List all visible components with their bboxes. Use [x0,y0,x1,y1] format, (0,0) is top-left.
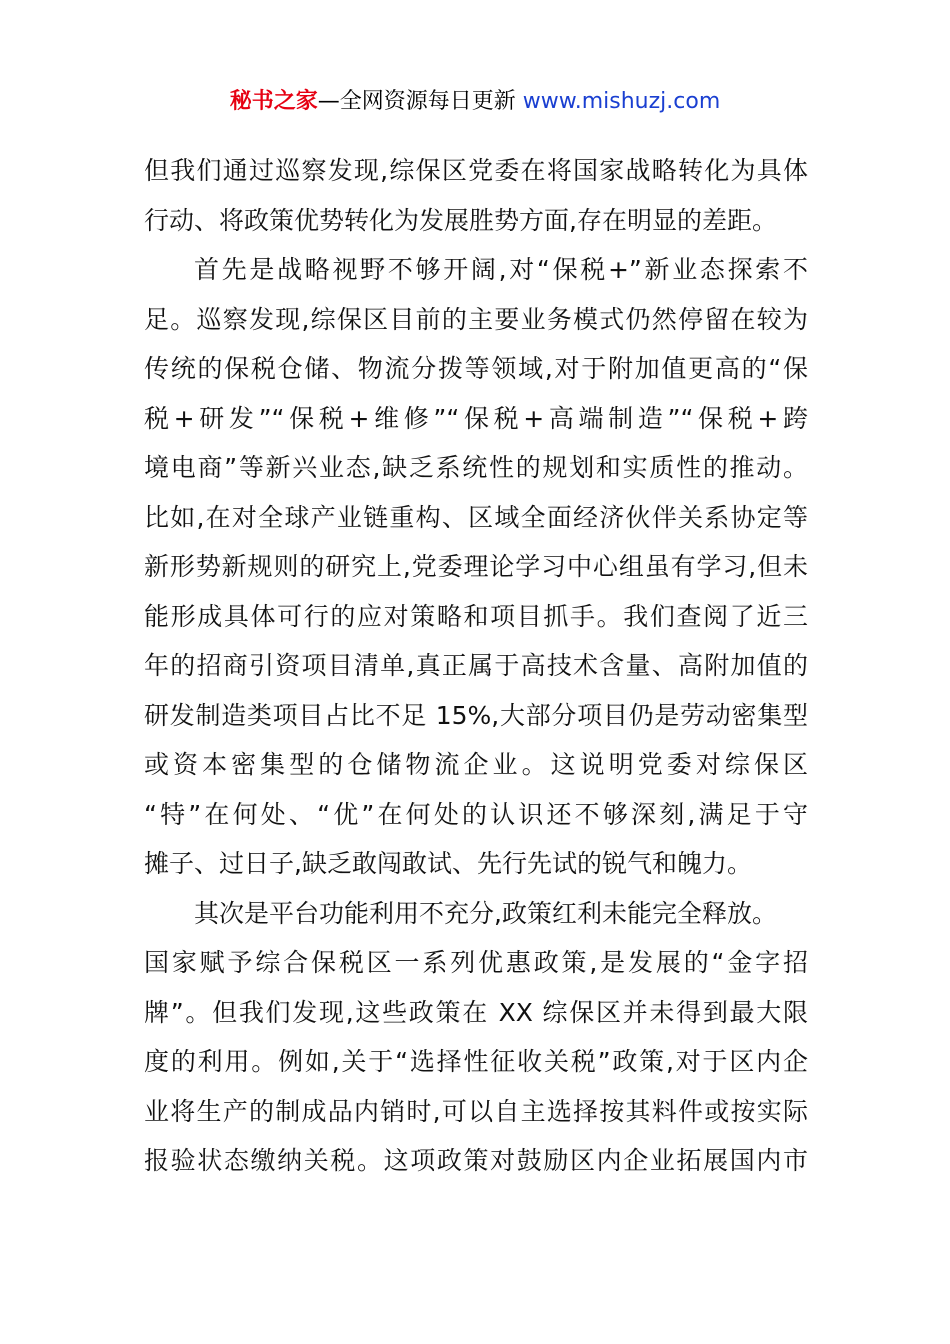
text-line: 或资本密集型的仓储物流企业。这说明党委对综保区 [144,750,808,779]
text-line: “特”在何处、“优”在何处的认识还不够深刻,满足于守 [144,799,808,829]
text-line: 传统的保税仓储、物流分拨等领域,对于附加值更高的“保 [144,354,808,383]
text-line: 国家赋予综合保税区一系列优惠政策,是发展的“金字招 [144,948,808,977]
text-line: 报验状态缴纳关税。这项政策对鼓励区内企业拓展国内市 [144,1146,808,1175]
text-line: 税+研发”“保税+维修”“保税+高端制造”“保税+跨 [144,403,808,433]
text-line: 比如,在对全球产业链重构、区域全面经济伙伴关系协定等 [144,502,808,532]
text-line: 摊子、过日子,缺乏敢闯敢试、先行先试的锐气和魄力。 [144,849,752,878]
text-line: 能形成具体可行的应对策略和项目抓手。我们查阅了近三 [144,601,808,631]
text-line: 境电商”等新兴业态,缺乏系统性的规划和实质性的推动。 [144,453,808,482]
text-line: 但我们通过巡察发现,综保区党委在将国家战略转化为具体 [144,156,808,185]
header-brand: 秘书之家 [229,89,318,114]
page-header [0,82,950,122]
text-line: 足。巡察发现,综保区目前的主要业务模式仍然停留在较为 [144,304,808,334]
document-body [144,146,808,1186]
text-line: 行动、将政策优势转化为发展胜势方面,存在明显的差距。 [144,205,777,235]
text-line: 年的招商引资项目清单,真正属于高技术含量、高附加值的 [144,651,808,680]
text-line: 首先是战略视野不够开阔,对“保税+”新业态探索不 [194,255,808,284]
header-tagline: —全网资源每日更新 [317,89,523,114]
header-url-link[interactable]: www.mishuzj.com [522,89,721,114]
text-line: 研发制造类项目占比不足 15%,大部分项目仍是劳动密集型 [144,700,808,730]
text-line: 其次是平台功能利用不充分,政策红利未能完全释放。 [194,898,777,928]
text-line: 度的利用。例如,关于“选择性征收关税”政策,对于区内企 [144,1047,808,1076]
text-line: 牌”。但我们发现,这些政策在 XX 综保区并未得到最大限 [144,997,808,1027]
text-line: 业将生产的制成品内销时,可以自主选择按其料件或按实际 [144,1096,808,1126]
text-line: 新形势新规则的研究上,党委理论学习中心组虽有学习,但未 [144,552,808,581]
